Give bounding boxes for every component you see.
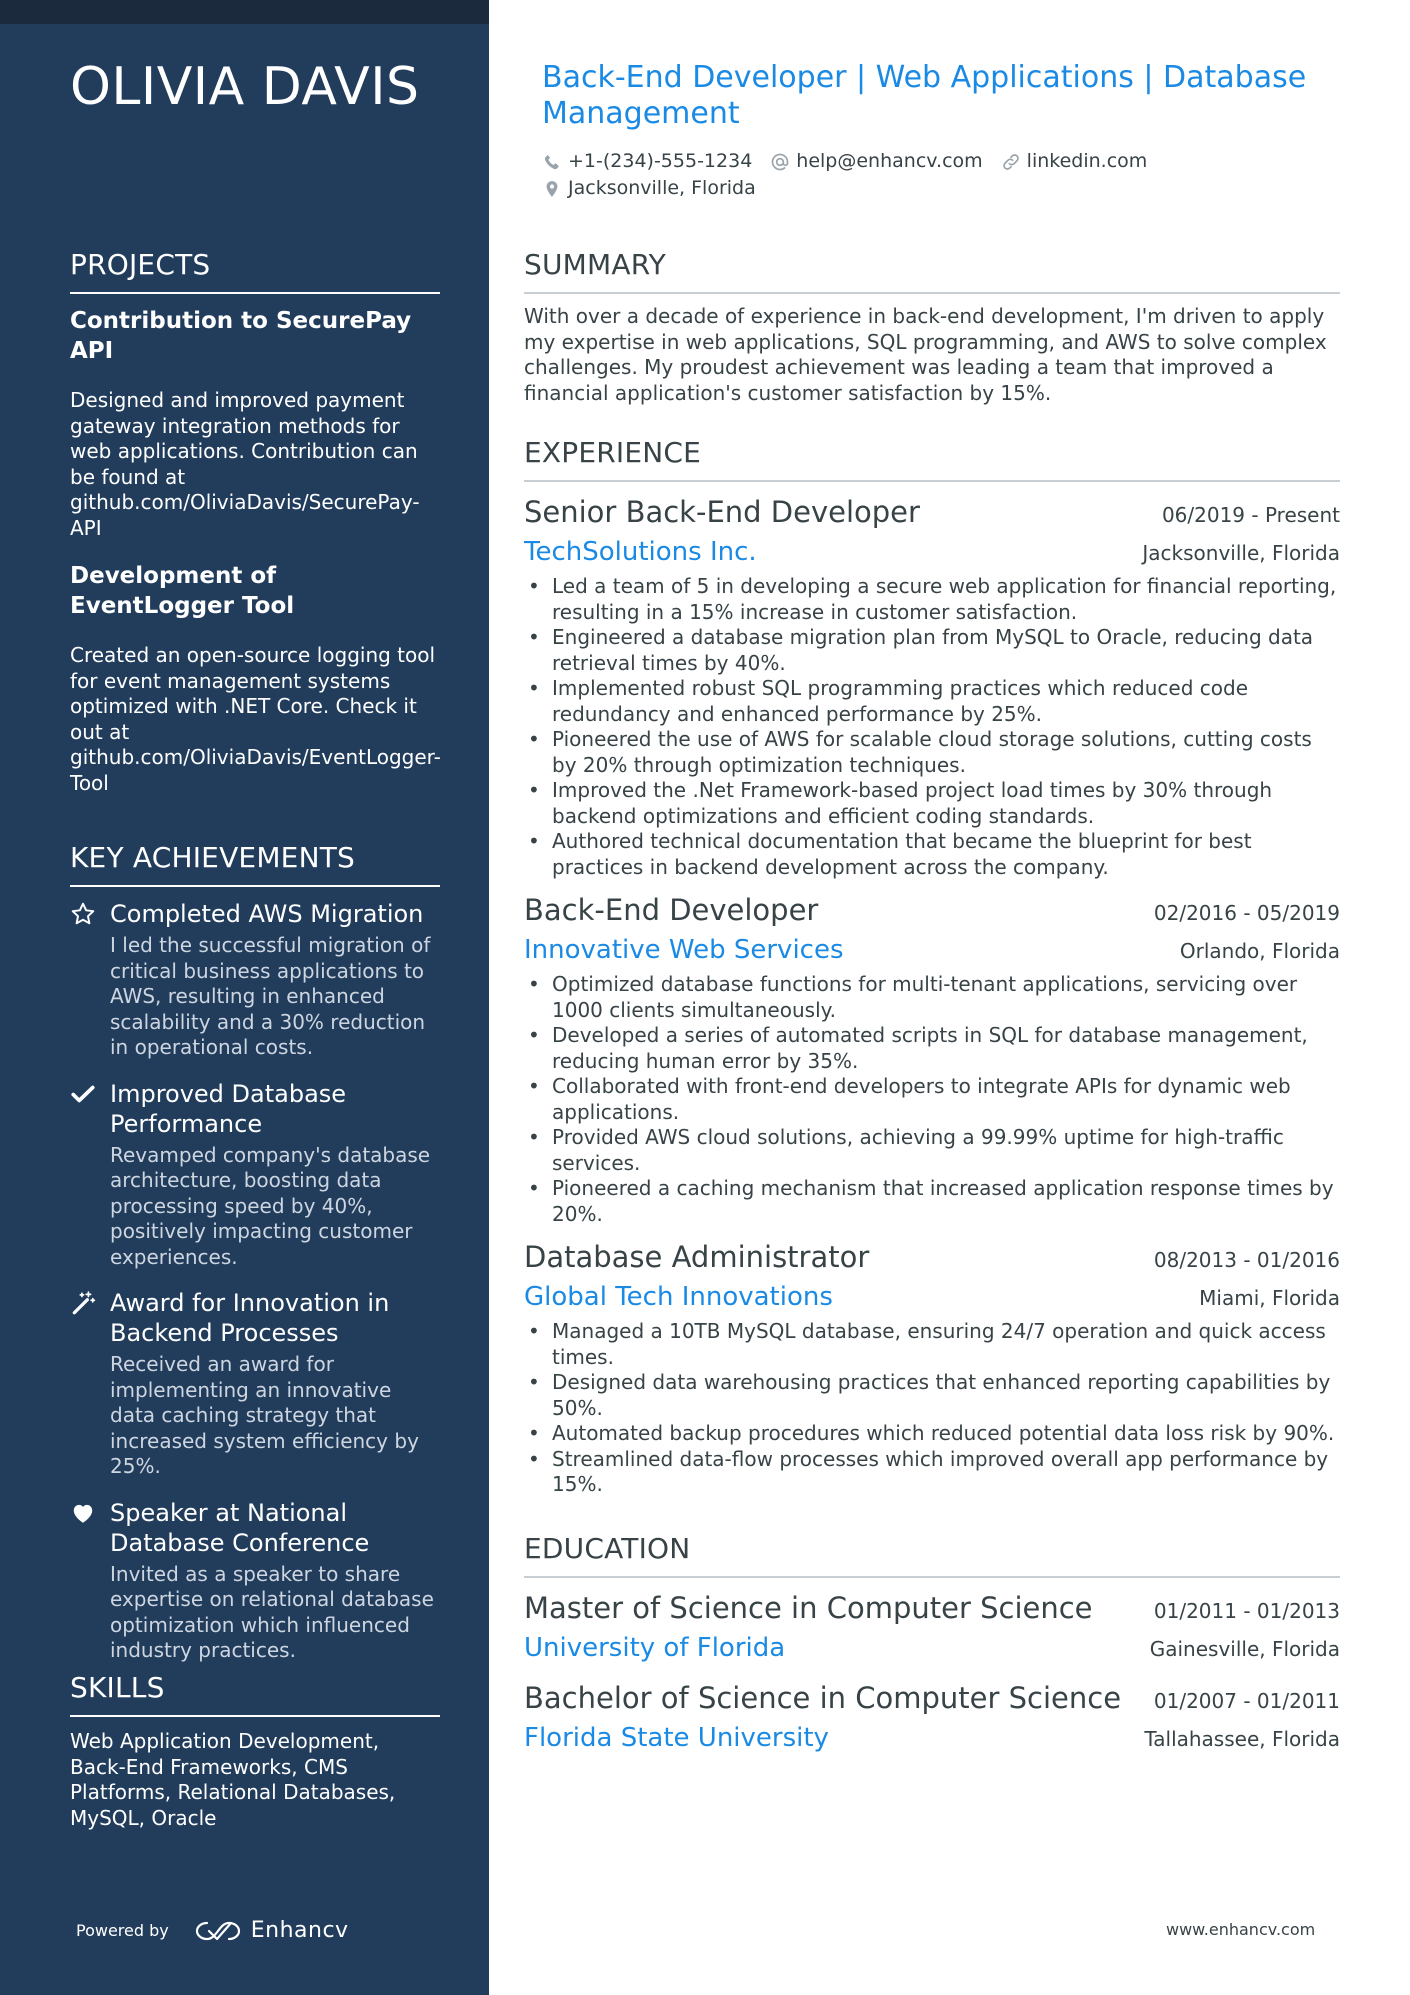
job-bullet: • Led a team of 5 in developing a secure web application for financial reporting, resulting in a 15% increase in customer satisfaction. <box>524 574 1340 625</box>
job-bullet: • Automated backup procedures which reduced potential data loss risk by 90%. <box>524 1421 1340 1447</box>
job-bullet: • Collaborated with front-end developers to integrate APIs for dynamic web applications. <box>524 1074 1340 1125</box>
linkedin-text: linkedin.com <box>1026 150 1148 172</box>
contact-phone[interactable] <box>542 148 752 175</box>
job-location: Jacksonville, Florida <box>1142 541 1340 565</box>
enhancv-brand: Enhancv <box>250 1918 349 1943</box>
job-title: Database Administrator <box>524 1240 870 1274</box>
contact-info <box>542 148 1322 202</box>
projects-heading: PROJECTS <box>70 248 440 294</box>
job-bullets <box>524 1319 1340 1498</box>
summary-heading: SUMMARY <box>524 248 1340 294</box>
achievement-description: Received an award for implementing an innovative data caching strategy that increased system efficiency by 25%. <box>110 1352 419 1478</box>
location-pin-icon <box>542 179 562 199</box>
candidate-name: OLIVIA DAVIS <box>70 57 420 117</box>
job-bullet: • Engineered a database migration plan from MySQL to Oracle, reducing data retrieval times by 40%. <box>524 625 1340 676</box>
footer-url[interactable]: www.enhancv.com <box>1166 1920 1316 1939</box>
job-bullet: • Authored technical documentation that became the blueprint for best practices in backend development across the company. <box>524 829 1340 880</box>
phone-text: +1-(234)-555-1234 <box>568 150 753 172</box>
project-title: Development of EventLogger Tool <box>70 563 295 619</box>
sidebar <box>0 0 489 1995</box>
job-bullet: • Managed a 10TB MySQL database, ensuring 24/7 operation and quick access times. <box>524 1319 1340 1370</box>
job-bullet: • Implemented robust SQL programming practices which reduced code redundancy and enhanced performance by 25%. <box>524 676 1340 727</box>
job-title: Back-End Developer <box>524 893 819 927</box>
job-company: Global Tech Innovations <box>524 1282 833 1312</box>
star-icon <box>70 901 96 927</box>
achievement-item <box>70 1288 440 1480</box>
school: University of Florida <box>524 1633 786 1663</box>
job-bullet: • Pioneered a caching mechanism that increased application response times by 20%. <box>524 1176 1340 1227</box>
powered-by <box>76 1918 349 1943</box>
enhancv-logo[interactable] <box>195 1918 349 1943</box>
job-dates: 02/2016 - 05/2019 <box>1153 901 1340 925</box>
achievement-title: Award for Innovation in Backend Processes <box>110 1289 390 1347</box>
phone-icon <box>542 152 562 172</box>
job-bullet: • Provided AWS cloud solutions, achieving a 99.99% uptime for high-traffic services. <box>524 1125 1340 1176</box>
achievements-section <box>70 841 440 1682</box>
experience-heading: EXPERIENCE <box>524 436 1340 482</box>
job-bullet: • Pioneered the use of AWS for scalable cloud storage solutions, cutting costs by 20% through optimization techniques. <box>524 727 1340 778</box>
education-entry <box>524 1588 1340 1668</box>
projects-section <box>70 248 440 816</box>
job-title: Senior Back-End Developer <box>524 495 920 529</box>
enhancv-logo-icon <box>195 1919 241 1943</box>
job-dates: 08/2013 - 01/2016 <box>1153 1248 1340 1272</box>
job-bullet: • Improved the .Net Framework-based project load times by 30% through backend optimizations and efficient coding standards. <box>524 778 1340 829</box>
skills-heading: SKILLS <box>70 1671 440 1717</box>
project-description: Created an open-source logging tool for event management systems optimized with .NET Core. Check it out at github.com/OliviaDavis/EventLogger-Tool <box>70 643 441 795</box>
skills-list: Web Application Development, Back-End Frameworks, CMS Platforms, Relational Databases, MySQL, Oracle <box>70 1729 396 1830</box>
at-icon <box>770 152 790 172</box>
job-dates: 06/2019 - Present <box>1161 503 1340 527</box>
achievement-item <box>70 1498 440 1664</box>
achievement-title: Speaker at National Database Conference <box>110 1498 370 1557</box>
skills-section <box>70 1671 440 1831</box>
experience-section <box>524 436 1340 1508</box>
job-entry <box>524 492 1340 880</box>
job-bullet: • Streamlined data-flow processes which improved overall app performance by 15%. <box>524 1447 1340 1498</box>
achievement-description: I led the successful migration of critical business applications to AWS, resulting in enhanced scalability and a 30% reduction in operational costs. <box>110 933 431 1059</box>
achievement-title: Improved Database Performance <box>110 1079 347 1138</box>
achievement-title: Completed AWS Migration <box>110 900 424 928</box>
job-company: TechSolutions Inc. <box>524 537 757 567</box>
degree: Master of Science in Computer Science <box>524 1591 1093 1625</box>
check-icon <box>70 1081 96 1107</box>
job-bullet: • Designed data warehousing practices that enhanced reporting capabilities by 50%. <box>524 1370 1340 1421</box>
contact-email[interactable] <box>770 148 982 175</box>
education-dates: 01/2007 - 01/2011 <box>1153 1689 1340 1713</box>
location-text: Jacksonville, Florida <box>568 177 756 199</box>
achievement-item <box>70 1079 440 1271</box>
summary-text: With over a decade of experience in back-end development, I'm driven to apply my expertise in web applications, SQL programming, and AWS to solve complex challenges. My proudest achievement was leading a team that improved a financial application's customer satisfaction by 15%. <box>524 304 1327 405</box>
job-bullets <box>524 972 1340 1227</box>
school-location: Gainesville, Florida <box>1149 1637 1340 1661</box>
project-item <box>70 561 440 796</box>
project-title: Contribution to SecurePay API <box>70 308 412 364</box>
job-entry <box>524 1237 1340 1498</box>
heart-icon <box>70 1500 96 1526</box>
education-heading: EDUCATION <box>524 1532 1340 1578</box>
contact-linkedin[interactable] <box>1001 148 1148 175</box>
achievement-description: Revamped company's database architecture, boosting data processing speed by 40%, positively impacting customer experiences. <box>110 1142 431 1269</box>
email-text: help@enhancv.com <box>796 150 983 172</box>
school: Florida State University <box>524 1723 829 1753</box>
job-location: Miami, Florida <box>1199 1286 1340 1310</box>
achievement-item <box>70 899 440 1061</box>
education-dates: 01/2011 - 01/2013 <box>1153 1599 1340 1623</box>
sidebar-top-bar <box>0 0 489 24</box>
project-item <box>70 306 440 541</box>
job-company: Innovative Web Services <box>524 935 844 965</box>
degree: Bachelor of Science in Computer Science <box>524 1681 1122 1715</box>
contact-location <box>542 175 756 202</box>
job-location: Orlando, Florida <box>1179 939 1340 963</box>
project-description: Designed and improved payment gateway integration methods for web applications. Contribution can be found at github.com/OliviaDavis/SecurePay-API <box>70 388 420 540</box>
school-location: Tallahassee, Florida <box>1144 1727 1340 1751</box>
headline: Back-End Developer | Web Applications | Database Management <box>542 60 1307 131</box>
job-bullets <box>524 574 1340 880</box>
link-icon <box>1001 152 1021 172</box>
achievement-description: Invited as a speaker to share expertise on relational database optimization which influenced industry practices. <box>110 1561 434 1662</box>
job-bullet: • Developed a series of automated scripts in SQL for database management, reducing human error by 35%. <box>524 1023 1340 1074</box>
education-section <box>524 1532 1340 1768</box>
achievements-heading: KEY ACHIEVEMENTS <box>70 841 440 887</box>
job-entry <box>524 890 1340 1227</box>
job-bullet: • Optimized database functions for multi-tenant applications, servicing over 1000 clients simultaneously. <box>524 972 1340 1023</box>
powered-by-label: Powered by <box>76 1921 169 1940</box>
education-entry <box>524 1678 1340 1758</box>
summary-section <box>524 248 1340 406</box>
magic-wand-icon <box>70 1290 96 1316</box>
